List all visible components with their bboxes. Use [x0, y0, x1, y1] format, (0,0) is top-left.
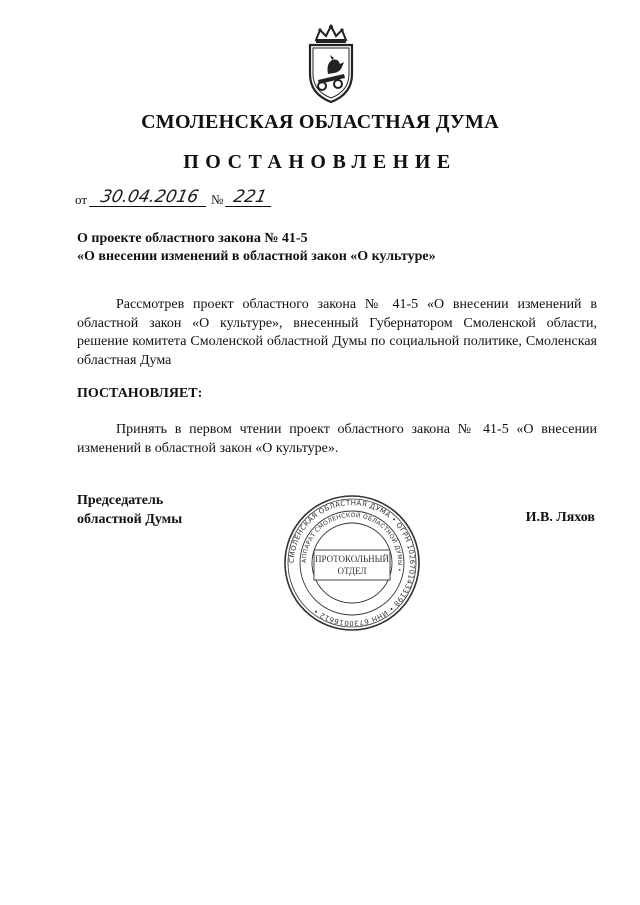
number-value: 221 — [225, 188, 275, 207]
signatory-title-line-2: областной Думы — [77, 512, 183, 527]
document-subject — [77, 230, 577, 266]
signatory-name: И.В. Ляхов — [525, 510, 595, 525]
official-stamp-icon — [282, 493, 422, 633]
stamp-inner-ring-text: АППАРАТ СМОЛЕНСКОЙ ОБЛАСТНОЙ ДУМЫ • — [300, 511, 404, 573]
signatory-title — [77, 491, 182, 529]
stamp-ring-text: СМОЛЕНСКАЯ ОБЛАСТНАЯ ДУМА • ОГРН 1026701433198 • ИНН 6730016612 • — [287, 498, 417, 628]
date-number-line — [75, 188, 375, 214]
signatory-title-line-1: Председатель — [77, 493, 164, 508]
preamble-paragraph: Рассмотрев проект областного закона № 41-5 «О внесении изменений в областной закон «О культуре», внесенный Губернатором Смоленской области, решение комитета Смоленской областной Думы по социальной политике, Смоленская областная Дума — [77, 297, 597, 368]
date-value: 30.04.2016 — [89, 188, 210, 207]
stamp-center-line-2: ОТДЕЛ — [337, 566, 367, 576]
smolensk-coat-of-arms-icon — [298, 24, 364, 104]
number-label: № — [211, 192, 224, 207]
resolution-paragraph: Принять в первом чтении проект областного закона № 41-5 «О внесении изменений в областной закон «О культуре». — [77, 422, 597, 456]
document-type: ПОСТАНОВЛЕНИЕ — [183, 151, 457, 173]
decree-heading: ПОСТАНОВЛЯЕТ: — [77, 386, 203, 401]
date-label: от — [75, 192, 88, 207]
subject-line-1: О проекте областного закона № 41-5 — [77, 231, 308, 246]
stamp-center-line-1: ПРОТОКОЛЬНЫЙ — [315, 554, 389, 564]
subject-line-2: «О внесении изменений в областной закон «О культуре» — [77, 249, 436, 264]
organization-name: СМОЛЕНСКАЯ ОБЛАСТНАЯ ДУМА — [141, 111, 499, 133]
